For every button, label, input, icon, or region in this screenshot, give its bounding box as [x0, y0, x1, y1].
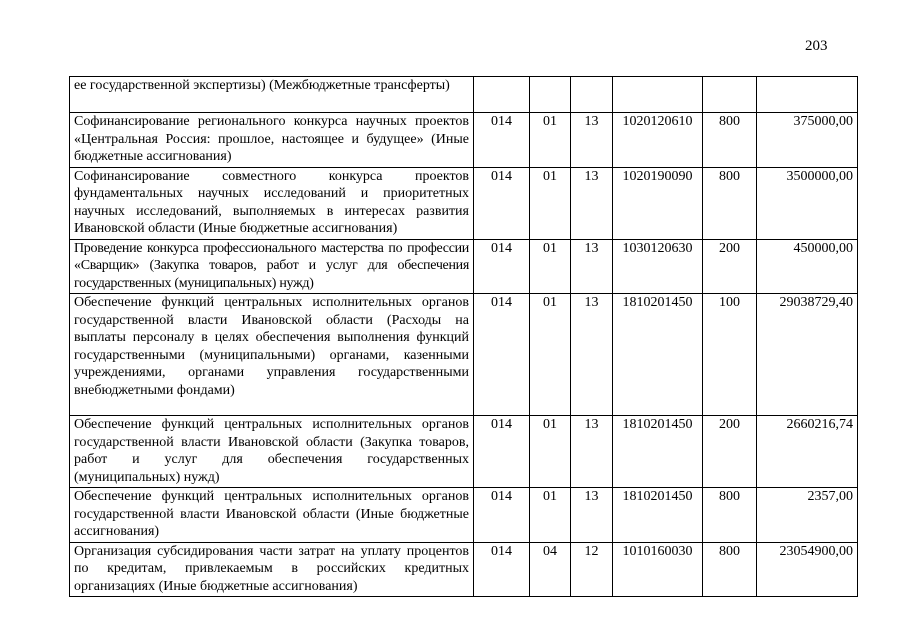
subsection-code: 13 — [571, 167, 613, 239]
section-code: 04 — [530, 542, 571, 597]
section-code: 01 — [530, 239, 571, 294]
row-description: Обеспечение функций центральных исполнительных органов государственной власти Ивановской области (Закупка товаров, работ и услуг для обеспечения государственных (муниципальных) нужд) — [70, 416, 474, 488]
expense-type-code: 200 — [703, 416, 757, 488]
subsection-code — [571, 77, 613, 113]
amount: 29038729,40 — [757, 294, 858, 416]
section-code: 01 — [530, 416, 571, 488]
target-article-code: 1010160030 — [613, 542, 703, 597]
amount: 2660216,74 — [757, 416, 858, 488]
row-description: Проведение конкурса профессионального мастерства по профессии «Сварщик» (Закупка товаров, работ и услуг для обеспечения государственных (муниципальных) нужд) — [70, 239, 474, 294]
amount: 23054900,00 — [757, 542, 858, 597]
target-article-code: 1030120630 — [613, 239, 703, 294]
expense-type-code: 800 — [703, 113, 757, 168]
ministry-code: 014 — [474, 416, 530, 488]
table-row — [70, 239, 858, 294]
expense-type-code: 800 — [703, 167, 757, 239]
budget-table — [69, 76, 858, 597]
target-article-code: 1020120610 — [613, 113, 703, 168]
target-article-code: 1810201450 — [613, 416, 703, 488]
section-code: 01 — [530, 294, 571, 416]
ministry-code: 014 — [474, 239, 530, 294]
table-row — [70, 416, 858, 488]
expense-type-code: 200 — [703, 239, 757, 294]
row-description: ее государственной экспертизы) (Межбюджетные трансферты) — [70, 77, 474, 113]
table-row — [70, 113, 858, 168]
subsection-code: 12 — [571, 542, 613, 597]
subsection-code: 13 — [571, 294, 613, 416]
ministry-code: 014 — [474, 488, 530, 543]
expense-type-code: 800 — [703, 488, 757, 543]
table-row — [70, 167, 858, 239]
ministry-code: 014 — [474, 113, 530, 168]
table-row — [70, 77, 858, 113]
table-row — [70, 294, 858, 416]
section-code: 01 — [530, 167, 571, 239]
target-article-code: 1020190090 — [613, 167, 703, 239]
target-article-code: 1810201450 — [613, 488, 703, 543]
ministry-code: 014 — [474, 167, 530, 239]
row-description: Софинансирование совместного конкурса проектов фундаментальных научных исследований и приоритетных научных исследований, выполняемых в интересах развития Ивановской области (Иные бюджетные ассигнования) — [70, 167, 474, 239]
ministry-code: 014 — [474, 294, 530, 416]
section-code: 01 — [530, 113, 571, 168]
target-article-code: 1810201450 — [613, 294, 703, 416]
row-description: Обеспечение функций центральных исполнительных органов государственной власти Ивановской области (Расходы на выплаты персоналу в целях обеспечения выполнения функций государственными (муниципальными) органами, казенными учреждениями, органами управления государственными внебюджетными фондами) — [70, 294, 474, 416]
ministry-code: 014 — [474, 542, 530, 597]
expense-type-code: 800 — [703, 542, 757, 597]
ministry-code — [474, 77, 530, 113]
section-code: 01 — [530, 488, 571, 543]
row-description: Софинансирование регионального конкурса научных проектов «Центральная Россия: прошлое, настоящее и будущее» (Иные бюджетные ассигнования) — [70, 113, 474, 168]
page-number: 203 — [805, 38, 828, 54]
amount: 375000,00 — [757, 113, 858, 168]
expense-type-code: 100 — [703, 294, 757, 416]
row-description: Обеспечение функций центральных исполнительных органов государственной власти Ивановской области (Иные бюджетные ассигнования) — [70, 488, 474, 543]
amount: 450000,00 — [757, 239, 858, 294]
table-row — [70, 488, 858, 543]
amount — [757, 77, 858, 113]
amount: 2357,00 — [757, 488, 858, 543]
subsection-code: 13 — [571, 416, 613, 488]
subsection-code: 13 — [571, 113, 613, 168]
target-article-code — [613, 77, 703, 113]
section-code — [530, 77, 571, 113]
row-description: Организация субсидирования части затрат на уплату процентов по кредитам, привлекаемым в российских кредитных организациях (Иные бюджетные ассигнования) — [70, 542, 474, 597]
amount: 3500000,00 — [757, 167, 858, 239]
subsection-code: 13 — [571, 239, 613, 294]
expense-type-code — [703, 77, 757, 113]
subsection-code: 13 — [571, 488, 613, 543]
table-row — [70, 542, 858, 597]
